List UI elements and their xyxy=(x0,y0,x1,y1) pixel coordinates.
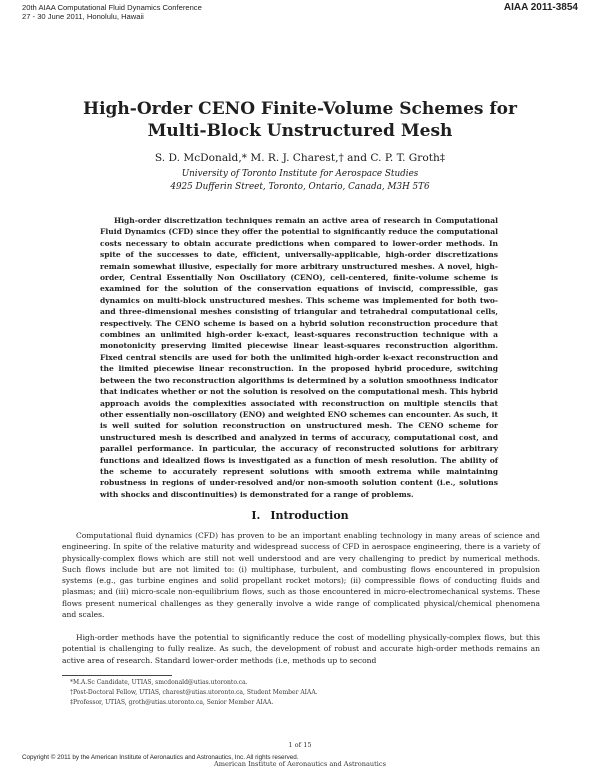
copyright-notice: Copyright © 2011 by the American Institute of Aeronautics and Astronautics, Inc. All rights reserved. xyxy=(22,754,299,761)
conference-header xyxy=(22,3,202,21)
section-title: Introduction xyxy=(270,509,349,522)
section-number: I. xyxy=(251,509,261,522)
affiliation xyxy=(0,168,600,194)
abstract: High-order discretization techniques remain an active area of research in Computational Fluid Dynamics (CFD) since they offer the potential to significantly reduce the computational costs necessary to obtain accurate predictions when compared to lower-order methods. In spite of the successes to date, efficient, universally-applicable, high-order discretizations remain somewhat illusive, especially for more arbitrary unstructured meshes. A novel, high-order, Central Essentially Non Oscillatory (CENO), cell-centered, finite-volume scheme is examined for the solution of the conservation equations of inviscid, compressible, gas dynamics on multi-block unstructured meshes. This scheme was implemented for both two- and three-dimensional meshes consisting of triangular and tetrahedral computational cells, respectively. The CENO scheme is based on a hybrid solution reconstruction procedure that combines an unlimited high-order k-exact, least-squares reconstruction technique with a monotonicity preserving limited piecewise linear least-squares reconstruction algorithm. Fixed central stencils are used for both the unlimited high-order k-exact reconstruction and the limited piecewise linear reconstruction. In the proposed hybrid procedure, switching between the two reconstruction algorithms is determined by a solution smoothness indicator that indicates whether or not the solution is resolved on the computational mesh. This hybrid approach avoids the complexities associated with reconstruction on multiple stencils that other essentially non-oscillatory (ENO) and weighted ENO schemes can encounter. As such, it is well suited for solution reconstruction on unstructured mesh. The CENO scheme for unstructured mesh is described and analyzed in terms of accuracy, computational cost, and parallel performance. In particular, the accuracy of reconstructed solutions for arbitrary functions and idealized flows is investigated as a function of mesh resolution. The ability of the scheme to accurately represent solutions with smooth extrema while maintaining robustness in regions of under-resolved and/or non-smooth solution content (i.e., solutions with shocks and discontinuities) is demonstrated for a range of problems. xyxy=(100,216,498,499)
footnote-rule xyxy=(62,675,172,676)
title-line-1: High-Order CENO Finite-Volume Schemes for xyxy=(83,99,517,119)
conference-dates: 27 - 30 June 2011, Honolulu, Hawaii xyxy=(22,12,144,21)
authors: S. D. McDonald,* M. R. J. Charest,† and C. P. T. Groth‡ xyxy=(154,152,446,164)
page-number: 1 of 15 xyxy=(288,741,312,749)
footnote-3: ‡Professor, UTIAS, groth@utias.utoronto.ca, Senior Member AIAA. xyxy=(70,699,274,706)
intro-paragraph-1: Computational fluid dynamics (CFD) has proven to be an important enabling technology in many areas of science and engineering. In spite of the relative maturity and widespread success of CFD in aerospace engineering, there is a variety of physically-complex flows which are still not well understood and are very challenging to predict by numerical methods. Such flows include but are not limited to: (i) multiphase, turbulent, and combusting flows encountered in propulsion systems (e.g., gas turbine engines and solid propellant rocket motors); (ii) compressible flows of conducting fluids and plasmas; and (iii) micro-scale non-equilibrium flows, such as those encountered in micro-electromechanical systems. These flows present numerical challenges as they generally involve a wide range of complicated physical/chemical phenomena and scales. xyxy=(62,531,540,620)
paper-title xyxy=(0,98,600,142)
paper-number: AIAA 2011-3854 xyxy=(503,2,578,13)
footer-organization: American Institute of Aeronautics and Astronautics xyxy=(213,760,386,768)
footnote-1: *M.A.Sc Candidate, UTIAS, smcdonald@utias.utoronto.ca. xyxy=(70,679,248,686)
footnote-2: †Post-Doctoral Fellow, UTIAS, charest@utias.utoronto.ca, Student Member AIAA. xyxy=(70,689,318,696)
affiliation-institute: University of Toronto Institute for Aerospace Studies xyxy=(181,169,419,179)
affiliation-address: 4925 Dufferin Street, Toronto, Ontario, Canada, M3H 5T6 xyxy=(170,182,430,192)
section-heading xyxy=(0,509,600,522)
title-line-2: Multi-Block Unstructured Mesh xyxy=(147,121,453,141)
conference-name: 20th AIAA Computational Fluid Dynamics Conference xyxy=(22,3,202,12)
intro-paragraph-2: High-order methods have the potential to significantly reduce the cost of modelling physically-complex flows, but this potential is challenging to fully realize. As such, the development of robust and accurate high-order methods remains an active area of research. Standard lower-order methods (i.e, methods up to second xyxy=(62,633,540,665)
